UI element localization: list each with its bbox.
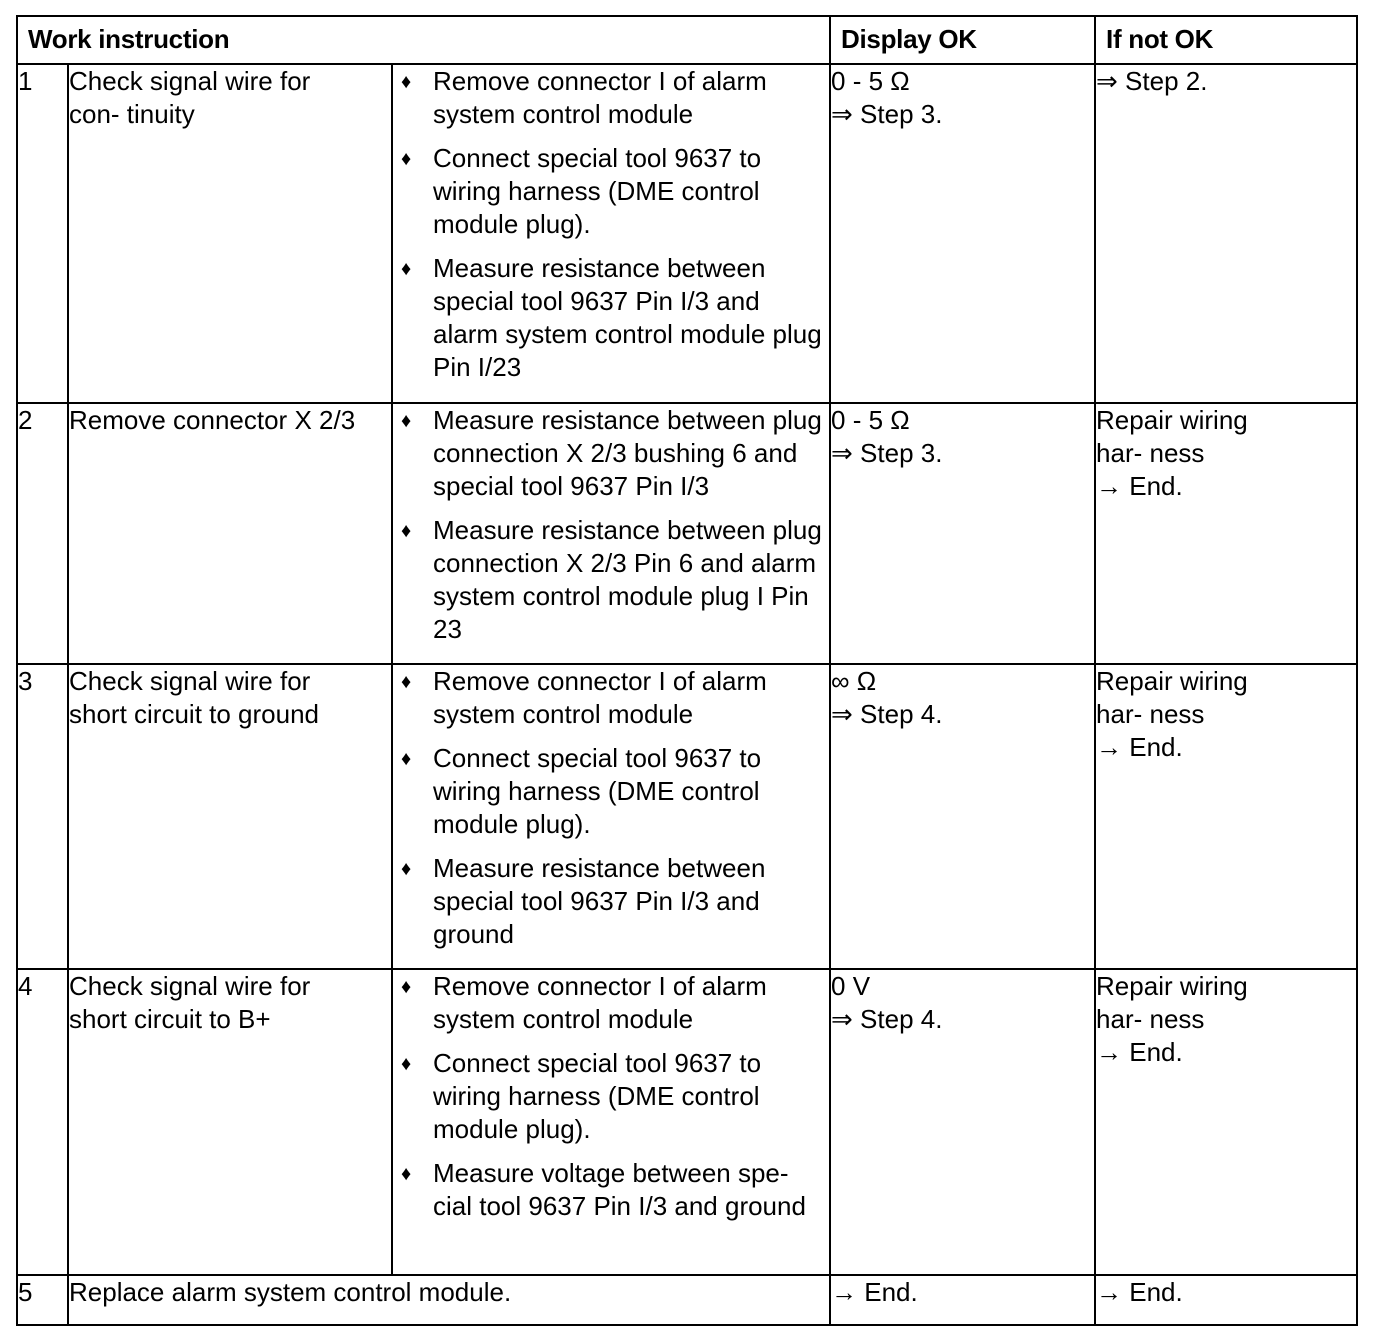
ok-value: 0 V xyxy=(831,971,871,1001)
instruction-list xyxy=(393,665,829,951)
diamond-bullet-icon: ♦ xyxy=(401,258,412,280)
step-task-text: Check signal wire for con- tinuity xyxy=(69,66,311,129)
step-instructions xyxy=(392,64,830,403)
instruction-list xyxy=(393,65,829,384)
header-if-not-ok: If not OK xyxy=(1095,16,1357,64)
header-display-ok: Display OK xyxy=(830,16,1095,64)
diamond-bullet-icon: ♦ xyxy=(401,748,412,770)
diamond-bullet-icon: ♦ xyxy=(401,671,412,693)
if-not-ok-cell xyxy=(1095,64,1357,403)
list-item: ♦ Remove connector I of alarm system control module xyxy=(401,66,767,129)
step-task xyxy=(68,1275,830,1325)
list-item: ♦ Connect special tool 9637 to wiring harness (DME control module plug). xyxy=(401,743,762,839)
table-row xyxy=(17,403,1357,664)
ok-next-step: ⇒ Step 3. xyxy=(831,438,943,468)
instruction-list xyxy=(393,404,829,646)
list-item: ♦ Connect special tool 9637 to wiring harness (DME control module plug). xyxy=(401,143,762,239)
work-instruction-table xyxy=(16,15,1358,1326)
nok-next-step: → End. xyxy=(1096,1037,1183,1067)
step-number: 5 xyxy=(17,1275,68,1325)
step-task-text: Check signal wire for short circuit to ground xyxy=(69,666,320,729)
if-not-ok-cell xyxy=(1095,1275,1357,1325)
nok-action: Repair wiring har- ness xyxy=(1096,971,1248,1034)
diamond-bullet-icon: ♦ xyxy=(401,71,412,93)
list-item: ♦ Remove connector I of alarm system control module xyxy=(401,666,767,729)
step-number: 3 xyxy=(17,664,68,969)
display-ok-cell xyxy=(830,64,1095,403)
step-number: 2 xyxy=(17,403,68,664)
step-task xyxy=(68,403,392,664)
display-ok-cell xyxy=(830,403,1095,664)
nok-next-step: ⇒ Step 2. xyxy=(1096,66,1208,96)
step-instructions xyxy=(392,403,830,664)
nok-next-step: → End. xyxy=(1096,1277,1183,1307)
list-item: ♦ Connect special tool 9637 to wiring harness (DME control module plug). xyxy=(401,1048,762,1144)
if-not-ok-cell xyxy=(1095,969,1357,1275)
ok-value: ∞ Ω xyxy=(831,666,877,696)
display-ok-cell xyxy=(830,1275,1095,1325)
table-row xyxy=(17,664,1357,969)
list-item: ♦ Measure resistance between special tool 9637 Pin I/3 and ground xyxy=(401,853,766,949)
step-instructions xyxy=(392,969,830,1275)
display-ok-cell xyxy=(830,969,1095,1275)
diamond-bullet-icon: ♦ xyxy=(401,976,412,998)
step-task xyxy=(68,64,392,403)
step-task-text: Replace alarm system control module. xyxy=(69,1277,512,1307)
diamond-bullet-icon: ♦ xyxy=(401,148,412,170)
table-row xyxy=(17,1275,1357,1325)
table-row xyxy=(17,64,1357,403)
list-item: ♦ Measure voltage between spe- cial tool 9637 Pin I/3 and ground xyxy=(401,1158,806,1221)
list-item: ♦ Remove connector I of alarm system control module xyxy=(401,971,767,1034)
display-ok-cell xyxy=(830,664,1095,969)
step-number: 1 xyxy=(17,64,68,403)
ok-value: 0 - 5 Ω xyxy=(831,66,910,96)
nok-action: Repair wiring har- ness xyxy=(1096,405,1248,468)
ok-next-step: → End. xyxy=(831,1277,918,1307)
header-work-instruction: Work instruction xyxy=(17,16,830,64)
list-item: ♦ Measure resistance between plug connection X 2/3 Pin 6 and alarm system control module plug I Pin 23 xyxy=(401,515,822,644)
if-not-ok-cell xyxy=(1095,664,1357,969)
list-item: ♦ Measure resistance between special tool 9637 Pin I/3 and alarm system control module plug Pin I/23 xyxy=(401,253,822,382)
table-row xyxy=(17,969,1357,1275)
if-not-ok-cell xyxy=(1095,403,1357,664)
nok-next-step: → End. xyxy=(1096,471,1183,501)
list-item: ♦ Measure resistance between plug connection X 2/3 bushing 6 and special tool 9637 Pin I/3 xyxy=(401,405,822,501)
header-row xyxy=(17,16,1357,64)
diamond-bullet-icon: ♦ xyxy=(401,858,412,880)
diamond-bullet-icon: ♦ xyxy=(401,520,412,542)
nok-next-step: → End. xyxy=(1096,732,1183,762)
nok-action: Repair wiring har- ness xyxy=(1096,666,1248,729)
ok-value: 0 - 5 Ω xyxy=(831,405,910,435)
ok-next-step: ⇒ Step 4. xyxy=(831,1004,943,1034)
ok-next-step: ⇒ Step 3. xyxy=(831,99,943,129)
instruction-list xyxy=(393,970,829,1223)
diamond-bullet-icon: ♦ xyxy=(401,1163,412,1185)
step-task xyxy=(68,969,392,1275)
diamond-bullet-icon: ♦ xyxy=(401,1053,412,1075)
step-task-text: Remove connector X 2/3 xyxy=(69,405,356,435)
step-number: 4 xyxy=(17,969,68,1275)
ok-next-step: ⇒ Step 4. xyxy=(831,699,943,729)
diamond-bullet-icon: ♦ xyxy=(401,410,412,432)
step-task xyxy=(68,664,392,969)
step-task-text: Check signal wire for short circuit to B+ xyxy=(69,971,311,1034)
step-instructions xyxy=(392,664,830,969)
